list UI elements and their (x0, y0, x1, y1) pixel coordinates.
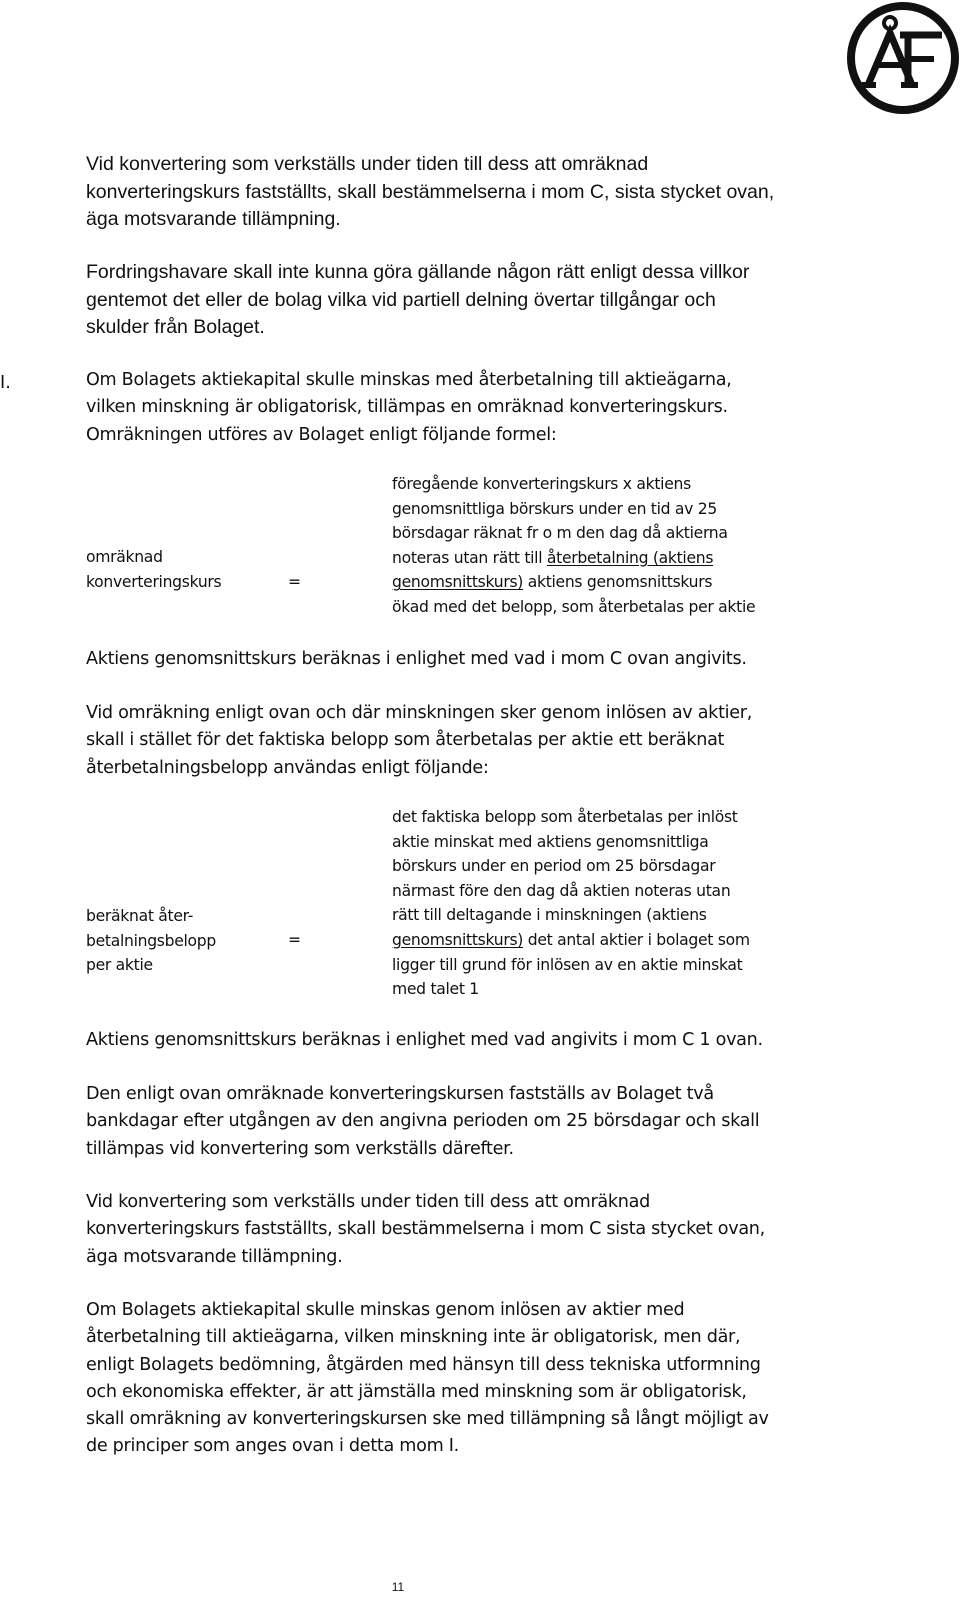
company-logo-icon (846, 1, 960, 115)
formula-line: närmast före den dag då aktien noteras utan (392, 881, 731, 900)
text-line: bankdagar efter utgången av den angivna perioden om 25 börsdagar och skall (86, 1111, 760, 1132)
text-line: konverteringskurs fastställts, skall bestämmelserna i mom C sista stycket ovan, (86, 1219, 765, 1240)
text-line: äga motsvarande tillämpning. (86, 1246, 343, 1267)
text-line: Vid omräkning enligt ovan och där minskningen sker genom inlösen av aktier, (86, 703, 753, 723)
formula-line (392, 928, 750, 953)
formula-line: med talet 1 (392, 980, 479, 999)
text-line: tillämpas vid konvertering som verkställs därefter. (86, 1138, 514, 1159)
text-line: skall i stället för det faktiska belopp som återbetalas per aktie ett beräknat (86, 730, 725, 751)
text-line: skulder från Bolaget. (86, 316, 265, 338)
formula-line (392, 570, 755, 595)
formula-line: aktie minskat med aktiens genomsnittliga (392, 832, 709, 851)
paragraph-average-price-ref (86, 1027, 763, 1054)
formula-line: ökad med det belopp, som återbetalas per aktie (392, 597, 756, 616)
text-line: äga motsvarande tillämpning. (86, 208, 341, 230)
formula-line: genomsnittliga börskurs under en tid av 25 (392, 499, 717, 518)
underlined-text: genomsnittskurs) (392, 573, 524, 592)
formula-text: aktiens genomsnittskurs (523, 573, 713, 592)
formula-term: konverteringskurs (86, 572, 222, 591)
formula-line: föregående konverteringskurs x aktiens (392, 475, 691, 493)
formula1-left (86, 545, 221, 594)
paragraph-voluntary-reduction (86, 1297, 769, 1461)
formula-text: det antal aktier i bolaget som (523, 930, 750, 949)
formula-line: det faktiska belopp som återbetalas per inlöst (392, 808, 738, 826)
text-line: enligt Bolagets bedömning, åtgärden med hänsyn till dess tekniska utformning (86, 1354, 761, 1375)
formula-line (392, 546, 755, 571)
section-marker: I. (0, 373, 11, 393)
formula2-left (86, 904, 216, 978)
formula-line: ligger till grund för inlösen av en aktie minskat (392, 955, 743, 974)
text-line: Aktiens genomsnittskurs beräknas i enlighet med vad angivits i mom C 1 ovan. (86, 1030, 763, 1050)
formula1-equals: = (288, 573, 301, 591)
text-line: skall omräkning av konverteringskursen ske med tillämpning så långt möjligt av (86, 1409, 769, 1430)
page-number: 11 (391, 1580, 405, 1594)
underlined-text: genomsnittskurs) (392, 930, 524, 949)
formula-term: beräknat åter- (86, 907, 194, 925)
underlined-text: återbetalning (aktiens (546, 548, 714, 567)
text-line: Den enligt ovan omräknade konverteringskursen fastställs av Bolaget två (86, 1084, 714, 1104)
formula-line: börskurs under en period om 25 börsdagar (392, 857, 716, 876)
formula2-equals: = (288, 931, 301, 949)
text-line: Om Bolagets aktiekapital skulle minskas genom inlösen av aktier med (86, 1300, 685, 1320)
paragraph-conversion-rule (86, 151, 774, 234)
text-line: och ekonomiska effekter, är att jämställa med minskning som är obligatorisk, (86, 1381, 747, 1402)
text-line: konverteringskurs fastställts, skall bestämmelserna i mom C, sista stycket ovan, (86, 180, 775, 203)
paragraph-creditor-rights (86, 259, 749, 342)
formula-line: börsdagar räknat fr o m den dag då aktierna (392, 524, 728, 543)
formula-term: omräknad (86, 548, 163, 566)
formula-term: per aktie (86, 956, 153, 975)
text-line: de principer som anges ovan i detta mom I. (86, 1436, 459, 1457)
text-line: återbetalningsbelopp användas enligt följande: (86, 757, 489, 778)
text-line: Vid konvertering som verkställs under tiden till dess att omräknad (86, 153, 649, 175)
text-line: Vid konvertering som verkställs under tiden till dess att omräknad (86, 1192, 650, 1212)
paragraph-interim-conversion (86, 1189, 765, 1271)
formula2-right (392, 805, 750, 1002)
text-line: Omräkningen utföres av Bolaget enligt följande formel: (86, 424, 557, 445)
formula-line: rätt till deltagande i minskningen (aktiens (392, 906, 707, 925)
paragraph-redemption (86, 700, 752, 782)
formula-text: noteras utan rätt till (392, 548, 547, 567)
text-line: vilken minskning är obligatorisk, tillämpas en omräknad konverteringskurs. (86, 397, 728, 418)
formula1-right (392, 472, 755, 620)
text-line: återbetalning till aktieägarna, vilken minskning inte är obligatorisk, men där, (86, 1327, 741, 1348)
text-line: Om Bolagets aktiekapital skulle minskas med återbetalning till aktieägarna, (86, 370, 732, 390)
text-line: Fordringshavare skall inte kunna göra gällande någon rätt enligt dessa villkor (86, 261, 750, 283)
formula-term: betalningsbelopp (86, 931, 216, 950)
text-line: Aktiens genomsnittskurs beräknas i enlighet med vad i mom C ovan angivits. (86, 649, 747, 669)
paragraph-average-price-note (86, 646, 747, 673)
paragraph-capital-reduction (86, 367, 732, 449)
text-line: gentemot det eller de bolag vilka vid partiell delning övertar tillgångar och (86, 288, 716, 311)
paragraph-determination (86, 1081, 759, 1163)
